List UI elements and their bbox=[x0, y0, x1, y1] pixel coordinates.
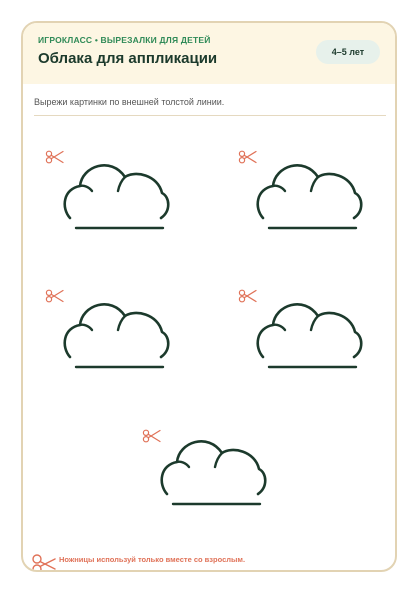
cutout-2 bbox=[239, 151, 361, 228]
cloud-outline bbox=[258, 304, 362, 367]
scissors-icon bbox=[31, 553, 57, 572]
page-title: Облака для аппликации bbox=[38, 50, 218, 67]
cloud-outline bbox=[65, 165, 169, 228]
cutout-1 bbox=[46, 151, 168, 228]
age-badge: 4–5 лет bbox=[316, 40, 380, 64]
cutouts-area bbox=[23, 23, 397, 572]
scissors-icon bbox=[143, 430, 160, 442]
scissors-icon bbox=[239, 290, 256, 302]
cutout-3 bbox=[46, 290, 168, 367]
brand-label: ИГРОКЛАСС • ВЫРЕЗАЛКИ ДЛЯ ДЕТЕЙ bbox=[38, 35, 211, 45]
scissors-icon bbox=[239, 151, 256, 163]
cloud-outline bbox=[162, 441, 266, 504]
scissors-icon bbox=[46, 151, 63, 163]
worksheet-card bbox=[21, 21, 397, 572]
instruction-text: Вырежи картинки по внешней толстой линии. bbox=[34, 97, 225, 107]
cloud-outline bbox=[258, 165, 362, 228]
scissors-icon bbox=[46, 290, 63, 302]
safety-note: Ножницы используй только вместе со взрослым. bbox=[59, 555, 246, 564]
cutout-4 bbox=[239, 290, 361, 367]
cutout-5 bbox=[143, 430, 265, 504]
cloud-outline bbox=[65, 304, 169, 367]
